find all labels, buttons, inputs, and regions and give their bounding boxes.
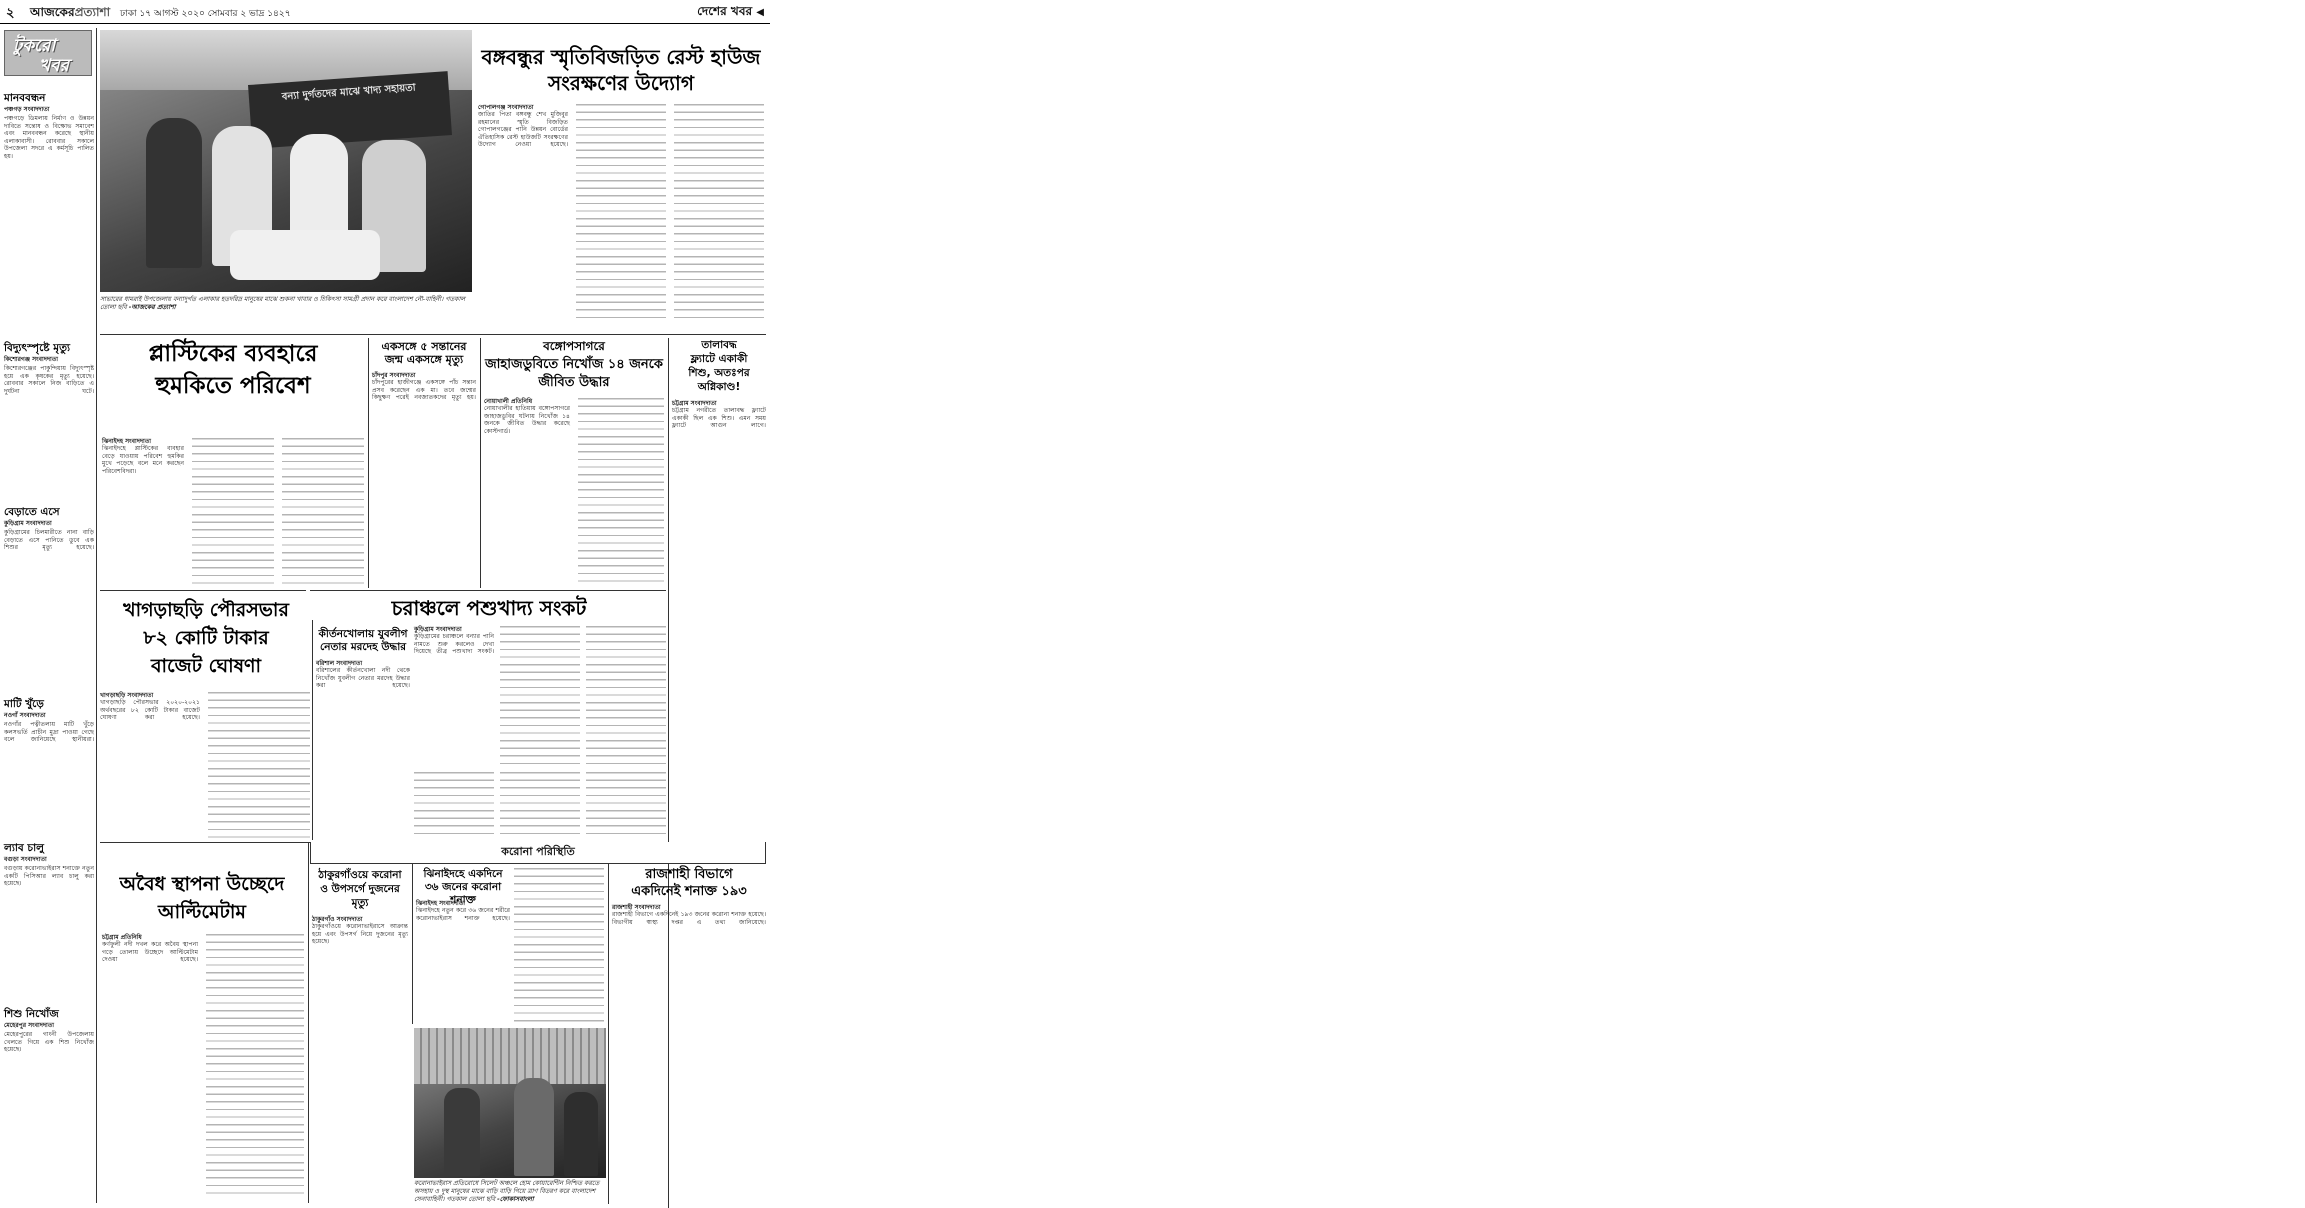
sidebar-item-text: নওগাঁর পত্নীতলায় মাটি খুঁড়ে কলসভর্তি প্রাচীন মুদ্রা পাওয়া গেছে বলে জানিয়েছে স্থানীয়রা। ▪▪▪▪▪▪▪▪▪▪▪▪▪▪▪▪▪▪▪▪▪▪▪▪▪▪▪▪▪▪▪▪▪▪▪▪▪▪▪▪▪▪▪▪▪▪▪▪▪▪▪▪▪▪▪▪▪▪▪▪▪▪▪▪▪▪▪▪▪▪▪▪▪▪▪▪▪▪▪▪▪▪▪▪▪▪▪▪▪▪▪▪▪▪▪▪▪▪▪▪▪▪▪▪▪▪▪▪▪▪▪▪▪▪▪▪▪▪▪▪▪▪▪▪▪▪▪▪▪▪▪▪▪▪▪▪▪▪▪▪▪▪▪▪▪▪▪▪▪▪▪▪▪▪▪▪▪▪▪▪▪▪▪▪▪▪▪▪▪▪▪▪▪▪▪▪▪▪▪▪▪▪▪▪▪▪▪▪▪▪▪▪▪▪▪▪▪▪▪▪▪▪▪▪▪▪▪▪▪▪▪▪▪▪▪▪▪▪▪▪▪▪▪▪▪▪▪▪▪ [4, 721, 94, 835]
kirtankhola-article [316, 658, 410, 838]
column-rule [308, 842, 309, 1203]
flood-relief-photo [100, 30, 472, 292]
khagrachhari-byline: খাগড়াছড়ি সংবাদদাতা [100, 692, 154, 699]
column-rule [96, 28, 97, 1203]
sidebar-item-byline: পঞ্চগড় সংবাদদাতা [4, 106, 50, 113]
bay-rescue-kicker: বঙ্গোপসাগরে [543, 339, 605, 353]
single-child-headline [672, 338, 766, 394]
khagrachhari-article [100, 690, 310, 838]
rest-house-article [478, 102, 766, 324]
section-name: দেশের খবর [697, 4, 753, 18]
single-child-headline-line3: শিশু, অতঃপর [688, 367, 750, 379]
army-photo-caption-text: করোনাভাইরাস প্রতিরোধে সিলেট অঞ্চলে হোম কোয়ারেন্টিন নিশ্চিত করতে অসহায় ও দুস্থ মানুষের মাঝে বাড়ি বাড়ি গিয়ে ত্রাণ বিতরণ করে বাংলাদেশ সেনাবাহিনী। গতকাল তোলা ছবি [414, 1180, 600, 1203]
rajshahi-text: রাজশাহী বিভাগে একদিনেই ১৯৩ জনের করোনা শনাক্ত হয়েছে। বিভাগীয় স্বাস্থ্য দপ্তর এ তথ্য জানিয়েছে। ▪▪▪▪▪▪▪▪▪▪▪▪▪▪▪▪▪▪▪▪▪▪▪▪▪▪▪▪▪▪▪▪▪▪▪▪▪▪▪▪▪▪▪▪▪▪▪▪▪▪▪▪▪▪▪▪▪▪▪▪▪▪▪▪▪▪▪▪▪▪▪▪▪▪▪▪▪▪▪▪▪▪▪▪▪▪▪▪▪▪▪▪▪▪▪▪▪▪▪▪▪▪▪▪▪▪▪▪▪▪▪▪▪▪▪▪▪▪▪▪▪▪▪▪▪▪▪▪▪▪▪▪▪▪▪▪▪▪▪▪▪▪▪▪▪▪▪▪▪▪▪▪▪▪▪▪▪▪▪▪▪▪▪▪▪▪▪▪▪▪▪▪▪▪▪▪▪▪▪▪▪▪▪▪▪▪▪▪▪▪▪▪▪▪▪▪▪▪▪▪▪▪▪▪▪▪▪▪▪▪▪▪▪▪▪▪▪▪▪▪▪▪▪▪▪▪▪▪▪ [612, 911, 766, 1203]
jhenaidah-col2 [514, 868, 604, 1024]
paper-name-a: আজকের [30, 5, 75, 19]
rajshahi-headline-line1: রাজশাহী বিভাগে [645, 867, 733, 882]
rajshahi-byline: রাজশাহী সংবাদদাতা [612, 904, 661, 911]
thakurgaon-article [312, 914, 408, 1204]
army-relief-photo [414, 1028, 606, 1178]
single-child-headline-line4: অগ্নিকাণ্ড! [697, 381, 741, 393]
bay-rescue-byline: নোয়াখালী প্রতিনিধি [484, 398, 533, 405]
flood-photo-caption-text: সাভারের ধামরাই উপজেলায় বন্যাদুর্গত এলাকার হতদরিদ্র মানুষের মাঝে শুকনা খাবার ও চিকিৎসা সামগ্রী প্রদান করে বাংলাদেশ নৌ-বাহিনী। গতকাল তোলা ছবি [100, 296, 466, 311]
sidebar-item [4, 92, 94, 336]
rest-house-text: জাতির পিতা বঙ্গবন্ধু শেখ মুজিবুর রহমানের স্মৃতি বিজড়িত গোপালগঞ্জের পানি উন্নয়ন বোর্ডের ঐতিহাসিক রেস্ট হাউজটি সংরক্ষণের উদ্যোগ নেওয়া হয়েছে। ▪▪▪▪▪▪▪▪▪▪▪▪▪▪▪▪▪▪▪▪▪▪▪▪▪▪▪▪▪▪▪▪▪▪▪▪▪▪▪▪▪▪▪▪▪▪▪▪▪▪▪▪▪▪▪▪▪▪▪▪▪▪▪▪▪▪▪▪▪▪▪▪▪▪▪▪▪▪▪▪▪▪▪▪▪▪▪▪▪▪▪▪▪▪▪▪▪▪▪▪▪▪▪▪▪▪▪▪▪▪▪▪▪▪▪▪▪▪▪▪▪▪▪▪▪▪▪▪▪▪▪▪▪▪▪▪▪▪▪▪▪▪▪▪▪▪▪▪▪▪▪▪▪▪▪▪▪▪▪▪▪▪▪▪▪▪▪▪▪▪▪▪▪▪▪▪▪▪▪▪▪▪▪▪▪▪▪▪▪▪▪▪▪▪▪▪▪▪▪▪▪▪▪▪▪▪▪▪▪▪▪▪▪▪▪▪▪▪▪▪▪▪▪▪▪▪▪▪▪ [478, 111, 568, 323]
dateline: ঢাকা ১৭ আগস্ট ২০২০ সোমবার ২ ভাদ্র ১৪২৭ [120, 9, 291, 19]
column-rule [480, 338, 481, 588]
jhenaidah-article [416, 898, 510, 1024]
khagrachhari-headline [100, 596, 312, 686]
photo-soldier [444, 1088, 480, 1176]
five-children-article [372, 370, 476, 588]
kirtankhola-text: বরিশালের কীর্তনখোলা নদী থেকে নিখোঁজ যুবলীগ নেতার মরদেহ উদ্ধার করা হয়েছে। ▪▪▪▪▪▪▪▪▪▪▪▪▪▪▪▪▪▪▪▪▪▪▪▪▪▪▪▪▪▪▪▪▪▪▪▪▪▪▪▪▪▪▪▪▪▪▪▪▪▪▪▪▪▪▪▪▪▪▪▪▪▪▪▪▪▪▪▪▪▪▪▪▪▪▪▪▪▪▪▪▪▪▪▪▪▪▪▪▪▪▪▪▪▪▪▪▪▪▪▪▪▪▪▪▪▪▪▪▪▪▪▪▪▪▪▪▪▪▪▪▪▪▪▪▪▪▪▪▪▪▪▪▪▪▪▪▪▪▪▪▪▪▪▪▪▪▪▪▪▪▪▪▪▪▪▪▪▪▪▪▪▪▪▪▪▪▪▪▪▪▪▪▪▪▪▪▪▪▪▪▪▪▪▪▪▪▪▪▪▪▪▪▪▪▪▪▪▪▪▪▪▪▪▪▪▪▪▪▪▪▪▪▪▪▪▪▪▪▪▪▪▪▪▪▪▪▪▪▪ [316, 667, 410, 837]
column-rule [368, 338, 369, 588]
thakurgaon-headline-line2: ও উপসর্গে দুজনের [320, 883, 400, 895]
single-child-headline-line2: ফ্ল্যাটে একাকী [690, 353, 748, 365]
plastic-text: ঝিনাইদহে প্লাস্টিকের ব্যবহার বেড়ে যাওয়ায় পরিবেশ হুমকির মুখে পড়েছে বলে মনে করছেন পরিবেশবিদরা। ▪▪▪▪▪▪▪▪▪▪▪▪▪▪▪▪▪▪▪▪▪▪▪▪▪▪▪▪▪▪▪▪▪▪▪▪▪▪▪▪▪▪▪▪▪▪▪▪▪▪▪▪▪▪▪▪▪▪▪▪▪▪▪▪▪▪▪▪▪▪▪▪▪▪▪▪▪▪▪▪▪▪▪▪▪▪▪▪▪▪▪▪▪▪▪▪▪▪▪▪▪▪▪▪▪▪▪▪▪▪▪▪▪▪▪▪▪▪▪▪▪▪▪▪▪▪▪▪▪▪▪▪▪▪▪▪▪▪▪▪▪▪▪▪▪▪▪▪▪▪▪▪▪▪▪▪▪▪▪▪▪▪▪▪▪▪▪▪▪▪▪▪▪▪▪▪▪▪▪▪▪▪▪▪▪▪▪▪▪▪▪▪▪▪▪▪▪▪▪▪▪▪▪▪▪▪▪▪▪▪▪▪▪▪▪▪▪▪▪▪▪▪▪▪▪▪▪▪▪ [102, 445, 184, 585]
khagrachhari-headline-line1: খাগড়াছড়ি পৌরসভার [123, 599, 289, 621]
sidebar-item [4, 1008, 94, 1198]
five-children-text: চাঁদপুরের হাজীগঞ্জে একসঙ্গে পাঁচ সন্তান প্রসব করেছেন এক মা। তবে জন্মের কিছুক্ষণ পরেই নবজাতকদের মৃত্যু হয়। ▪▪▪▪▪▪▪▪▪▪▪▪▪▪▪▪▪▪▪▪▪▪▪▪▪▪▪▪▪▪▪▪▪▪▪▪▪▪▪▪▪▪▪▪▪▪▪▪▪▪▪▪▪▪▪▪▪▪▪▪▪▪▪▪▪▪▪▪▪▪▪▪▪▪▪▪▪▪▪▪▪▪▪▪▪▪▪▪▪▪▪▪▪▪▪▪▪▪▪▪▪▪▪▪▪▪▪▪▪▪▪▪▪▪▪▪▪▪▪▪▪▪▪▪▪▪▪▪▪▪▪▪▪▪▪▪▪▪▪▪▪▪▪▪▪▪▪▪▪▪▪▪▪▪▪▪▪▪▪▪▪▪▪▪▪▪▪▪▪▪▪▪▪▪▪▪▪▪▪▪▪▪▪▪▪▪▪▪▪▪▪▪▪▪▪▪▪▪▪▪▪▪▪▪▪▪▪▪▪▪▪▪▪▪▪▪▪▪▪▪▪▪▪▪▪▪▪▪▪ [372, 379, 476, 587]
bay-rescue-headline: জাহাজডুবিতে নিখোঁজ ১৪ জনকে জীবিত উদ্ধার [485, 357, 663, 390]
sidebar-item-head: মানববন্ধন [4, 92, 46, 104]
jhenaidah-text: ঝিনাইদহে নতুন করে ৩৬ জনের শরীরে করোনাভাইরাস শনাক্ত হয়েছে। ▪▪▪▪▪▪▪▪▪▪▪▪▪▪▪▪▪▪▪▪▪▪▪▪▪▪▪▪▪▪▪▪▪▪▪▪▪▪▪▪▪▪▪▪▪▪▪▪▪▪▪▪▪▪▪▪▪▪▪▪▪▪▪▪▪▪▪▪▪▪▪▪▪▪▪▪▪▪▪▪▪▪▪▪▪▪▪▪▪▪▪▪▪▪▪▪▪▪▪▪▪▪▪▪▪▪▪▪▪▪▪▪▪▪▪▪▪▪▪▪▪▪▪▪▪▪▪▪▪▪▪▪▪▪▪▪▪▪▪▪▪▪▪▪▪▪▪▪▪▪▪▪▪▪▪▪▪▪▪▪▪▪▪▪▪▪▪▪▪▪▪▪▪▪▪▪▪▪▪▪▪▪▪▪▪▪▪▪▪▪▪▪▪▪▪▪▪▪▪▪▪▪▪▪▪▪▪▪▪▪▪▪▪▪▪▪▪▪▪▪▪▪▪▪▪▪▪▪▪ [416, 907, 510, 1023]
eviction-headline [102, 870, 302, 926]
column-rule [608, 864, 609, 1204]
fodder-text-col2 [500, 626, 580, 768]
fodder-lower-col1 [414, 772, 494, 836]
flood-photo-caption [100, 296, 472, 332]
photo-person [146, 118, 202, 268]
thakurgaon-headline-line1: ঠাকুরগাঁওয়ে করোনা [318, 869, 402, 881]
plastic-headline-line1: প্লাস্টিকের ব্যবহারে [148, 341, 318, 367]
eviction-headline-line1: অবৈধ স্থাপনা উচ্ছেদে [119, 873, 285, 895]
kirtankhola-byline: বরিশাল সংবাদদাতা [316, 660, 363, 667]
photo-shed [414, 1028, 606, 1084]
photo-soldier [564, 1092, 598, 1176]
single-child-headline-line1: তালাবদ্ধ [701, 339, 737, 351]
flood-photo-credit: -আজকের প্রত্যাশা [128, 304, 176, 311]
army-photo-credit: -ফোকাসবাংলা [497, 1196, 534, 1203]
sidebar-badge [4, 30, 92, 76]
photo-banner-text: বন্যা দুর্গতদের মাঝে খাদ্য সহায়তা [281, 82, 417, 103]
sidebar-item [4, 342, 94, 498]
plastic-text-col3 [282, 438, 364, 584]
sidebar-item-head: ল্যাব চালু [4, 842, 44, 854]
rest-house-headline: বঙ্গবন্ধুর স্মৃতিবিজড়িত রেস্ট হাউজ সংরক্ষণের উদ্যোগ [481, 45, 761, 95]
eviction-text-col2 [206, 934, 304, 1200]
photo-woman [514, 1078, 554, 1176]
sidebar-item [4, 842, 94, 1004]
army-photo-caption [414, 1180, 608, 1206]
sidebar-item [4, 698, 94, 838]
sidebar-item-text: পঞ্চগড়ে ডিমলায় নির্মাণ ও উন্নয়ন দাবিতে সন্তোষ ও বিক্ষোভ সমাবেশ এবং মানববন্ধন করেছে স্থানীয় এলাকাবাসী। রোববার সকালে উপজেলা সদরে এ কর্মসূচি পালিত হয়। ▪▪▪▪▪▪▪▪▪▪▪▪▪▪▪▪▪▪▪▪▪▪▪▪▪▪▪▪▪▪▪▪▪▪▪▪▪▪▪▪▪▪▪▪▪▪▪▪▪▪▪▪▪▪▪▪▪▪▪▪▪▪▪▪▪▪▪▪▪▪▪▪▪▪▪▪▪▪▪▪▪▪▪▪▪▪▪▪▪▪▪▪▪▪▪▪▪▪▪▪▪▪▪▪▪▪▪▪▪▪▪▪▪▪▪▪▪▪▪▪▪▪▪▪▪▪▪▪▪▪▪▪▪▪▪▪▪▪▪▪▪▪▪▪▪▪▪▪▪▪▪▪▪▪▪▪▪▪▪▪▪▪▪▪▪▪▪▪▪▪▪▪▪▪▪▪▪▪▪▪▪▪▪▪▪▪▪▪▪▪▪▪▪▪▪▪▪▪▪▪▪▪▪▪▪▪▪▪▪▪▪▪▪▪▪▪▪▪▪▪▪▪▪▪▪▪▪▪▪ [4, 115, 94, 333]
eviction-byline: চট্টগ্রাম প্রতিনিধি [102, 934, 142, 941]
photo-banner [248, 71, 452, 149]
rajshahi-headline-line2: একদিনেই শনাক্ত ১৯৩ [631, 884, 747, 899]
thakurgaon-headline-line3: মৃত্যু [351, 897, 369, 909]
jhenaidah-text-col2 [514, 868, 604, 1024]
khagrachhari-text: খাগড়াছড়ি পৌরসভার ২০২০-২০২১ অর্থবছরের ৮২ কোটি টাকার বাজেট ঘোষণা করা হয়েছে। ▪▪▪▪▪▪▪▪▪▪▪▪▪▪▪▪▪▪▪▪▪▪▪▪▪▪▪▪▪▪▪▪▪▪▪▪▪▪▪▪▪▪▪▪▪▪▪▪▪▪▪▪▪▪▪▪▪▪▪▪▪▪▪▪▪▪▪▪▪▪▪▪▪▪▪▪▪▪▪▪▪▪▪▪▪▪▪▪▪▪▪▪▪▪▪▪▪▪▪▪▪▪▪▪▪▪▪▪▪▪▪▪▪▪▪▪▪▪▪▪▪▪▪▪▪▪▪▪▪▪▪▪▪▪▪▪▪▪▪▪▪▪▪▪▪▪▪▪▪▪▪▪▪▪▪▪▪▪▪▪▪▪▪▪▪▪▪▪▪▪▪▪▪▪▪▪▪▪▪▪▪▪▪▪▪▪▪▪▪▪▪▪▪▪▪▪▪▪▪▪▪▪▪▪▪▪▪▪▪▪▪▪▪▪▪▪▪▪▪▪▪▪▪▪▪▪▪▪▪ [100, 699, 200, 837]
section-arrow-icon: ◀ [756, 7, 764, 18]
sidebar-item-text: মেহেরপুরের গাংনী উপজেলায় খেলতে গিয়ে এক শিশু নিখোঁজ হয়েছে। ▪▪▪▪▪▪▪▪▪▪▪▪▪▪▪▪▪▪▪▪▪▪▪▪▪▪▪▪▪▪▪▪▪▪▪▪▪▪▪▪▪▪▪▪▪▪▪▪▪▪▪▪▪▪▪▪▪▪▪▪▪▪▪▪▪▪▪▪▪▪▪▪▪▪▪▪▪▪▪▪▪▪▪▪▪▪▪▪▪▪▪▪▪▪▪▪▪▪▪▪▪▪▪▪▪▪▪▪▪▪▪▪▪▪▪▪▪▪▪▪▪▪▪▪▪▪▪▪▪▪▪▪▪▪▪▪▪▪▪▪▪▪▪▪▪▪▪▪▪▪▪▪▪▪▪▪▪▪▪▪▪▪▪▪▪▪▪▪▪▪▪▪▪▪▪▪▪▪▪▪▪▪▪▪▪▪▪▪▪▪▪▪▪▪▪▪▪▪▪▪▪▪▪▪▪▪▪▪▪▪▪▪▪▪▪▪▪▪▪▪▪▪▪▪▪▪▪▪▪ [4, 1031, 94, 1195]
photo-relief-sacks [230, 230, 380, 280]
fodder-article [414, 624, 666, 770]
single-child-article [672, 398, 766, 768]
sidebar-item-byline: মেহেরপুর সংবাদদাতা [4, 1022, 55, 1029]
fodder-byline: কুড়িগ্রাম সংবাদদাতা [414, 626, 462, 633]
rest-house-text-col2 [576, 104, 666, 324]
eviction-article [102, 932, 304, 1202]
section-rule [100, 590, 306, 591]
fodder-lower-text [414, 772, 666, 838]
column-rule [412, 864, 413, 1024]
sidebar-item-head: বেড়াতে এসে [4, 506, 60, 518]
paper-name-b: প্রত্যাশা [74, 5, 111, 19]
bay-rescue-text: নোয়াখালীর হাতিয়ায় বঙ্গোপসাগরে জাহাজডুবির ঘটনায় নিখোঁজ ১৪ জনকে জীবিত উদ্ধার করেছে কোস্টগার্ড। ▪▪▪▪▪▪▪▪▪▪▪▪▪▪▪▪▪▪▪▪▪▪▪▪▪▪▪▪▪▪▪▪▪▪▪▪▪▪▪▪▪▪▪▪▪▪▪▪▪▪▪▪▪▪▪▪▪▪▪▪▪▪▪▪▪▪▪▪▪▪▪▪▪▪▪▪▪▪▪▪▪▪▪▪▪▪▪▪▪▪▪▪▪▪▪▪▪▪▪▪▪▪▪▪▪▪▪▪▪▪▪▪▪▪▪▪▪▪▪▪▪▪▪▪▪▪▪▪▪▪▪▪▪▪▪▪▪▪▪▪▪▪▪▪▪▪▪▪▪▪▪▪▪▪▪▪▪▪▪▪▪▪▪▪▪▪▪▪▪▪▪▪▪▪▪▪▪▪▪▪▪▪▪▪▪▪▪▪▪▪▪▪▪▪▪▪▪▪▪▪▪▪▪▪▪▪▪▪▪▪▪▪▪▪▪▪▪▪▪▪▪▪▪▪▪▪▪▪▪ [484, 405, 570, 587]
plastic-article [102, 436, 364, 586]
rajshahi-article [612, 902, 766, 1204]
eviction-headline-line2: আল্টিমেটাম [158, 901, 246, 923]
sidebar-item-byline: কিশোরগঞ্জ সংবাদদাতা [4, 356, 58, 363]
thakurgaon-byline: ঠাকুরগাঁও সংবাদদাতা [312, 916, 363, 923]
page-number: ২ [6, 6, 15, 21]
column-rule [312, 620, 313, 840]
jhenaidah-headline: ঝিনাইদহে একদিনে ৩৬ জনের করোনা শনাক্ত [423, 868, 503, 906]
fodder-lower-col3 [586, 772, 666, 836]
rajshahi-headline [612, 866, 766, 900]
khagrachhari-text-col2 [208, 692, 310, 838]
rest-house-text-col3 [674, 104, 764, 324]
sidebar-badge-title: টুকরো [13, 36, 56, 56]
single-child-byline: চট্টগ্রাম সংবাদদাতা [672, 400, 717, 407]
sidebar-item-byline: নওগাঁ সংবাদদাতা [4, 712, 46, 719]
section-rule [100, 334, 766, 335]
single-child-text: চট্টগ্রাম নগরীতে তালাবদ্ধ ফ্ল্যাটে একাকী ছিল এক শিশু। এমন সময় ফ্ল্যাটে আগুন লাগে। ▪▪▪▪▪▪▪▪▪▪▪▪▪▪▪▪▪▪▪▪▪▪▪▪▪▪▪▪▪▪▪▪▪▪▪▪▪▪▪▪▪▪▪▪▪▪▪▪▪▪▪▪▪▪▪▪▪▪▪▪▪▪▪▪▪▪▪▪▪▪▪▪▪▪▪▪▪▪▪▪▪▪▪▪▪▪▪▪▪▪▪▪▪▪▪▪▪▪▪▪▪▪▪▪▪▪▪▪▪▪▪▪▪▪▪▪▪▪▪▪▪▪▪▪▪▪▪▪▪▪▪▪▪▪▪▪▪▪▪▪▪▪▪▪▪▪▪▪▪▪▪▪▪▪▪▪▪▪▪▪▪▪▪▪▪▪▪▪▪▪▪▪▪▪▪▪▪▪▪▪▪▪▪▪▪▪▪▪▪▪▪▪▪▪▪▪▪▪▪▪▪▪▪▪▪▪▪▪▪▪▪▪▪▪▪▪▪▪▪▪▪▪▪▪▪▪▪▪▪ [672, 407, 766, 767]
sidebar-item-byline: বগুড়া সংবাদদাতা [4, 856, 47, 863]
sidebar-item-head: মাটি খুঁড়ে [4, 698, 44, 710]
sidebar-item-head: বিদ্যুৎস্পৃষ্টে মৃত্যু [4, 342, 70, 354]
corona-banner [310, 842, 766, 864]
fodder-text: কুড়িগ্রামের চরাঞ্চলে বন্যার পানি নামতে শুরু করলেও দেখা দিয়েছে তীব্র পশুখাদ্য সংকট। ▪▪▪▪▪▪▪▪▪▪▪▪▪▪▪▪▪▪▪▪▪▪▪▪▪▪▪▪▪▪▪▪▪▪▪▪▪▪▪▪▪▪▪▪▪▪▪▪▪▪▪▪▪▪▪▪▪▪▪▪▪▪▪▪▪▪▪▪▪▪▪▪▪▪▪▪▪▪▪▪▪▪▪▪▪▪▪▪▪▪▪▪▪▪▪▪▪▪▪▪▪▪▪▪▪▪▪▪▪▪▪▪▪▪▪▪▪▪▪▪▪▪▪▪▪▪▪▪▪▪▪▪▪▪▪▪▪▪▪▪▪▪▪▪▪▪▪▪▪▪▪▪▪▪▪▪▪▪▪▪▪▪▪▪▪▪▪▪▪▪▪▪▪▪▪▪▪▪▪▪▪▪▪▪▪▪▪▪▪▪▪▪▪▪▪▪▪▪▪▪▪▪▪▪▪▪▪▪▪▪▪▪▪▪▪▪▪▪▪▪▪▪▪▪▪▪▪▪▪ [414, 633, 494, 769]
plastic-headline [102, 338, 364, 434]
fodder-headline: চরাঞ্চলে পশুখাদ্য সংকট [391, 596, 587, 620]
plastic-headline-line2: হুমকিতে পরিবেশ [155, 373, 311, 399]
khagrachhari-headline-line3: বাজেট ঘোষণা [150, 655, 262, 677]
sidebar-badge-subtitle: খবর [39, 56, 69, 76]
bay-rescue-article [484, 396, 664, 588]
masthead [0, 0, 770, 24]
khagrachhari-headline-line2: ৮২ কোটি টাকার [143, 627, 269, 649]
jhenaidah-byline: ঝিনাইদহ সংবাদদাতা [416, 900, 466, 907]
paper-name [30, 4, 110, 24]
kirtankhola-headline: কীর্তনখোলায় যুবলীগ নেতার মরদেহ উদ্ধার [318, 628, 408, 653]
sidebar-item-byline: কুড়িগ্রাম সংবাদদাতা [4, 520, 52, 527]
sidebar-item-head: শিশু নিখোঁজ [4, 1008, 59, 1020]
sidebar-item-text: কিশোরগঞ্জের পাকুন্দিয়ায় বিদ্যুৎস্পৃষ্ট হয়ে এক কৃষকের মৃত্যু হয়েছে। রোববার সকালে নিজ বাড়িতে এ দুর্ঘটনা ঘটে। ▪▪▪▪▪▪▪▪▪▪▪▪▪▪▪▪▪▪▪▪▪▪▪▪▪▪▪▪▪▪▪▪▪▪▪▪▪▪▪▪▪▪▪▪▪▪▪▪▪▪▪▪▪▪▪▪▪▪▪▪▪▪▪▪▪▪▪▪▪▪▪▪▪▪▪▪▪▪▪▪▪▪▪▪▪▪▪▪▪▪▪▪▪▪▪▪▪▪▪▪▪▪▪▪▪▪▪▪▪▪▪▪▪▪▪▪▪▪▪▪▪▪▪▪▪▪▪▪▪▪▪▪▪▪▪▪▪▪▪▪▪▪▪▪▪▪▪▪▪▪▪▪▪▪▪▪▪▪▪▪▪▪▪▪▪▪▪▪▪▪▪▪▪▪▪▪▪▪▪▪▪▪▪▪▪▪▪▪▪▪▪▪▪▪▪▪▪▪▪▪▪▪▪▪▪▪▪▪▪▪▪▪▪▪▪▪▪▪▪▪▪▪▪▪▪▪▪▪▪ [4, 365, 94, 495]
fodder-lower-col2 [500, 772, 580, 836]
sidebar-item [4, 506, 94, 694]
plastic-text-col2 [192, 438, 274, 584]
eviction-text: কর্ণফুলী নদী দখল করে অবৈধ স্থাপনা গড়ে তোলায় উচ্ছেদে আল্টিমেটাম দেওয়া হয়েছে। ▪▪▪▪▪▪▪▪▪▪▪▪▪▪▪▪▪▪▪▪▪▪▪▪▪▪▪▪▪▪▪▪▪▪▪▪▪▪▪▪▪▪▪▪▪▪▪▪▪▪▪▪▪▪▪▪▪▪▪▪▪▪▪▪▪▪▪▪▪▪▪▪▪▪▪▪▪▪▪▪▪▪▪▪▪▪▪▪▪▪▪▪▪▪▪▪▪▪▪▪▪▪▪▪▪▪▪▪▪▪▪▪▪▪▪▪▪▪▪▪▪▪▪▪▪▪▪▪▪▪▪▪▪▪▪▪▪▪▪▪▪▪▪▪▪▪▪▪▪▪▪▪▪▪▪▪▪▪▪▪▪▪▪▪▪▪▪▪▪▪▪▪▪▪▪▪▪▪▪▪▪▪▪▪▪▪▪▪▪▪▪▪▪▪▪▪▪▪▪▪▪▪▪▪▪▪▪▪▪▪▪▪▪▪▪▪▪▪▪▪▪▪▪▪▪▪▪▪▪ [102, 941, 198, 1201]
sidebar-news [4, 80, 94, 1200]
section-label [697, 3, 764, 23]
section-rule [310, 590, 666, 591]
plastic-byline: ঝিনাইদহ সংবাদদাতা [102, 438, 152, 445]
sidebar-item-text: বগুড়ায় করোনাভাইরাস শনাক্তে নতুন একটি পিসিআর ল্যাব চালু করা হয়েছে। ▪▪▪▪▪▪▪▪▪▪▪▪▪▪▪▪▪▪▪▪▪▪▪▪▪▪▪▪▪▪▪▪▪▪▪▪▪▪▪▪▪▪▪▪▪▪▪▪▪▪▪▪▪▪▪▪▪▪▪▪▪▪▪▪▪▪▪▪▪▪▪▪▪▪▪▪▪▪▪▪▪▪▪▪▪▪▪▪▪▪▪▪▪▪▪▪▪▪▪▪▪▪▪▪▪▪▪▪▪▪▪▪▪▪▪▪▪▪▪▪▪▪▪▪▪▪▪▪▪▪▪▪▪▪▪▪▪▪▪▪▪▪▪▪▪▪▪▪▪▪▪▪▪▪▪▪▪▪▪▪▪▪▪▪▪▪▪▪▪▪▪▪▪▪▪▪▪▪▪▪▪▪▪▪▪▪▪▪▪▪▪▪▪▪▪▪▪▪▪▪▪▪▪▪▪▪▪▪▪▪▪▪▪▪▪▪▪▪▪▪▪▪▪▪▪▪▪▪▪ [4, 865, 94, 1001]
thakurgaon-text: ঠাকুরগাঁওয়ে করোনাভাইরাসে আক্রান্ত হয়ে এবং উপসর্গ নিয়ে দুজনের মৃত্যু হয়েছে। ▪▪▪▪▪▪▪▪▪▪▪▪▪▪▪▪▪▪▪▪▪▪▪▪▪▪▪▪▪▪▪▪▪▪▪▪▪▪▪▪▪▪▪▪▪▪▪▪▪▪▪▪▪▪▪▪▪▪▪▪▪▪▪▪▪▪▪▪▪▪▪▪▪▪▪▪▪▪▪▪▪▪▪▪▪▪▪▪▪▪▪▪▪▪▪▪▪▪▪▪▪▪▪▪▪▪▪▪▪▪▪▪▪▪▪▪▪▪▪▪▪▪▪▪▪▪▪▪▪▪▪▪▪▪▪▪▪▪▪▪▪▪▪▪▪▪▪▪▪▪▪▪▪▪▪▪▪▪▪▪▪▪▪▪▪▪▪▪▪▪▪▪▪▪▪▪▪▪▪▪▪▪▪▪▪▪▪▪▪▪▪▪▪▪▪▪▪▪▪▪▪▪▪▪▪▪▪▪▪▪▪▪▪▪▪▪▪▪▪▪▪▪▪▪▪▪▪▪▪ [312, 923, 408, 1203]
sidebar-item-text: কুড়িগ্রামের চিলমারীতে নানা বাড়ি বেড়াতে এসে পানিতে ডুবে এক শিশুর মৃত্যু হয়েছে। ▪▪▪▪▪▪▪▪▪▪▪▪▪▪▪▪▪▪▪▪▪▪▪▪▪▪▪▪▪▪▪▪▪▪▪▪▪▪▪▪▪▪▪▪▪▪▪▪▪▪▪▪▪▪▪▪▪▪▪▪▪▪▪▪▪▪▪▪▪▪▪▪▪▪▪▪▪▪▪▪▪▪▪▪▪▪▪▪▪▪▪▪▪▪▪▪▪▪▪▪▪▪▪▪▪▪▪▪▪▪▪▪▪▪▪▪▪▪▪▪▪▪▪▪▪▪▪▪▪▪▪▪▪▪▪▪▪▪▪▪▪▪▪▪▪▪▪▪▪▪▪▪▪▪▪▪▪▪▪▪▪▪▪▪▪▪▪▪▪▪▪▪▪▪▪▪▪▪▪▪▪▪▪▪▪▪▪▪▪▪▪▪▪▪▪▪▪▪▪▪▪▪▪▪▪▪▪▪▪▪▪▪▪▪▪▪▪▪▪▪▪▪▪▪▪▪▪▪▪ [4, 529, 94, 691]
five-children-headline: একসঙ্গে ৫ সন্তানের জন্ম একসঙ্গে মৃত্যু [381, 340, 467, 366]
rest-house-byline: গোপালগঞ্জ সংবাদদাতা [478, 104, 534, 111]
bay-rescue-text-col2 [578, 398, 664, 586]
thakurgaon-headline [312, 868, 408, 910]
five-children-byline: চাঁদপুর সংবাদদাতা [372, 372, 416, 379]
corona-banner-label: করোনা পরিস্থিতি [501, 845, 575, 858]
fodder-text-col3 [586, 626, 666, 768]
